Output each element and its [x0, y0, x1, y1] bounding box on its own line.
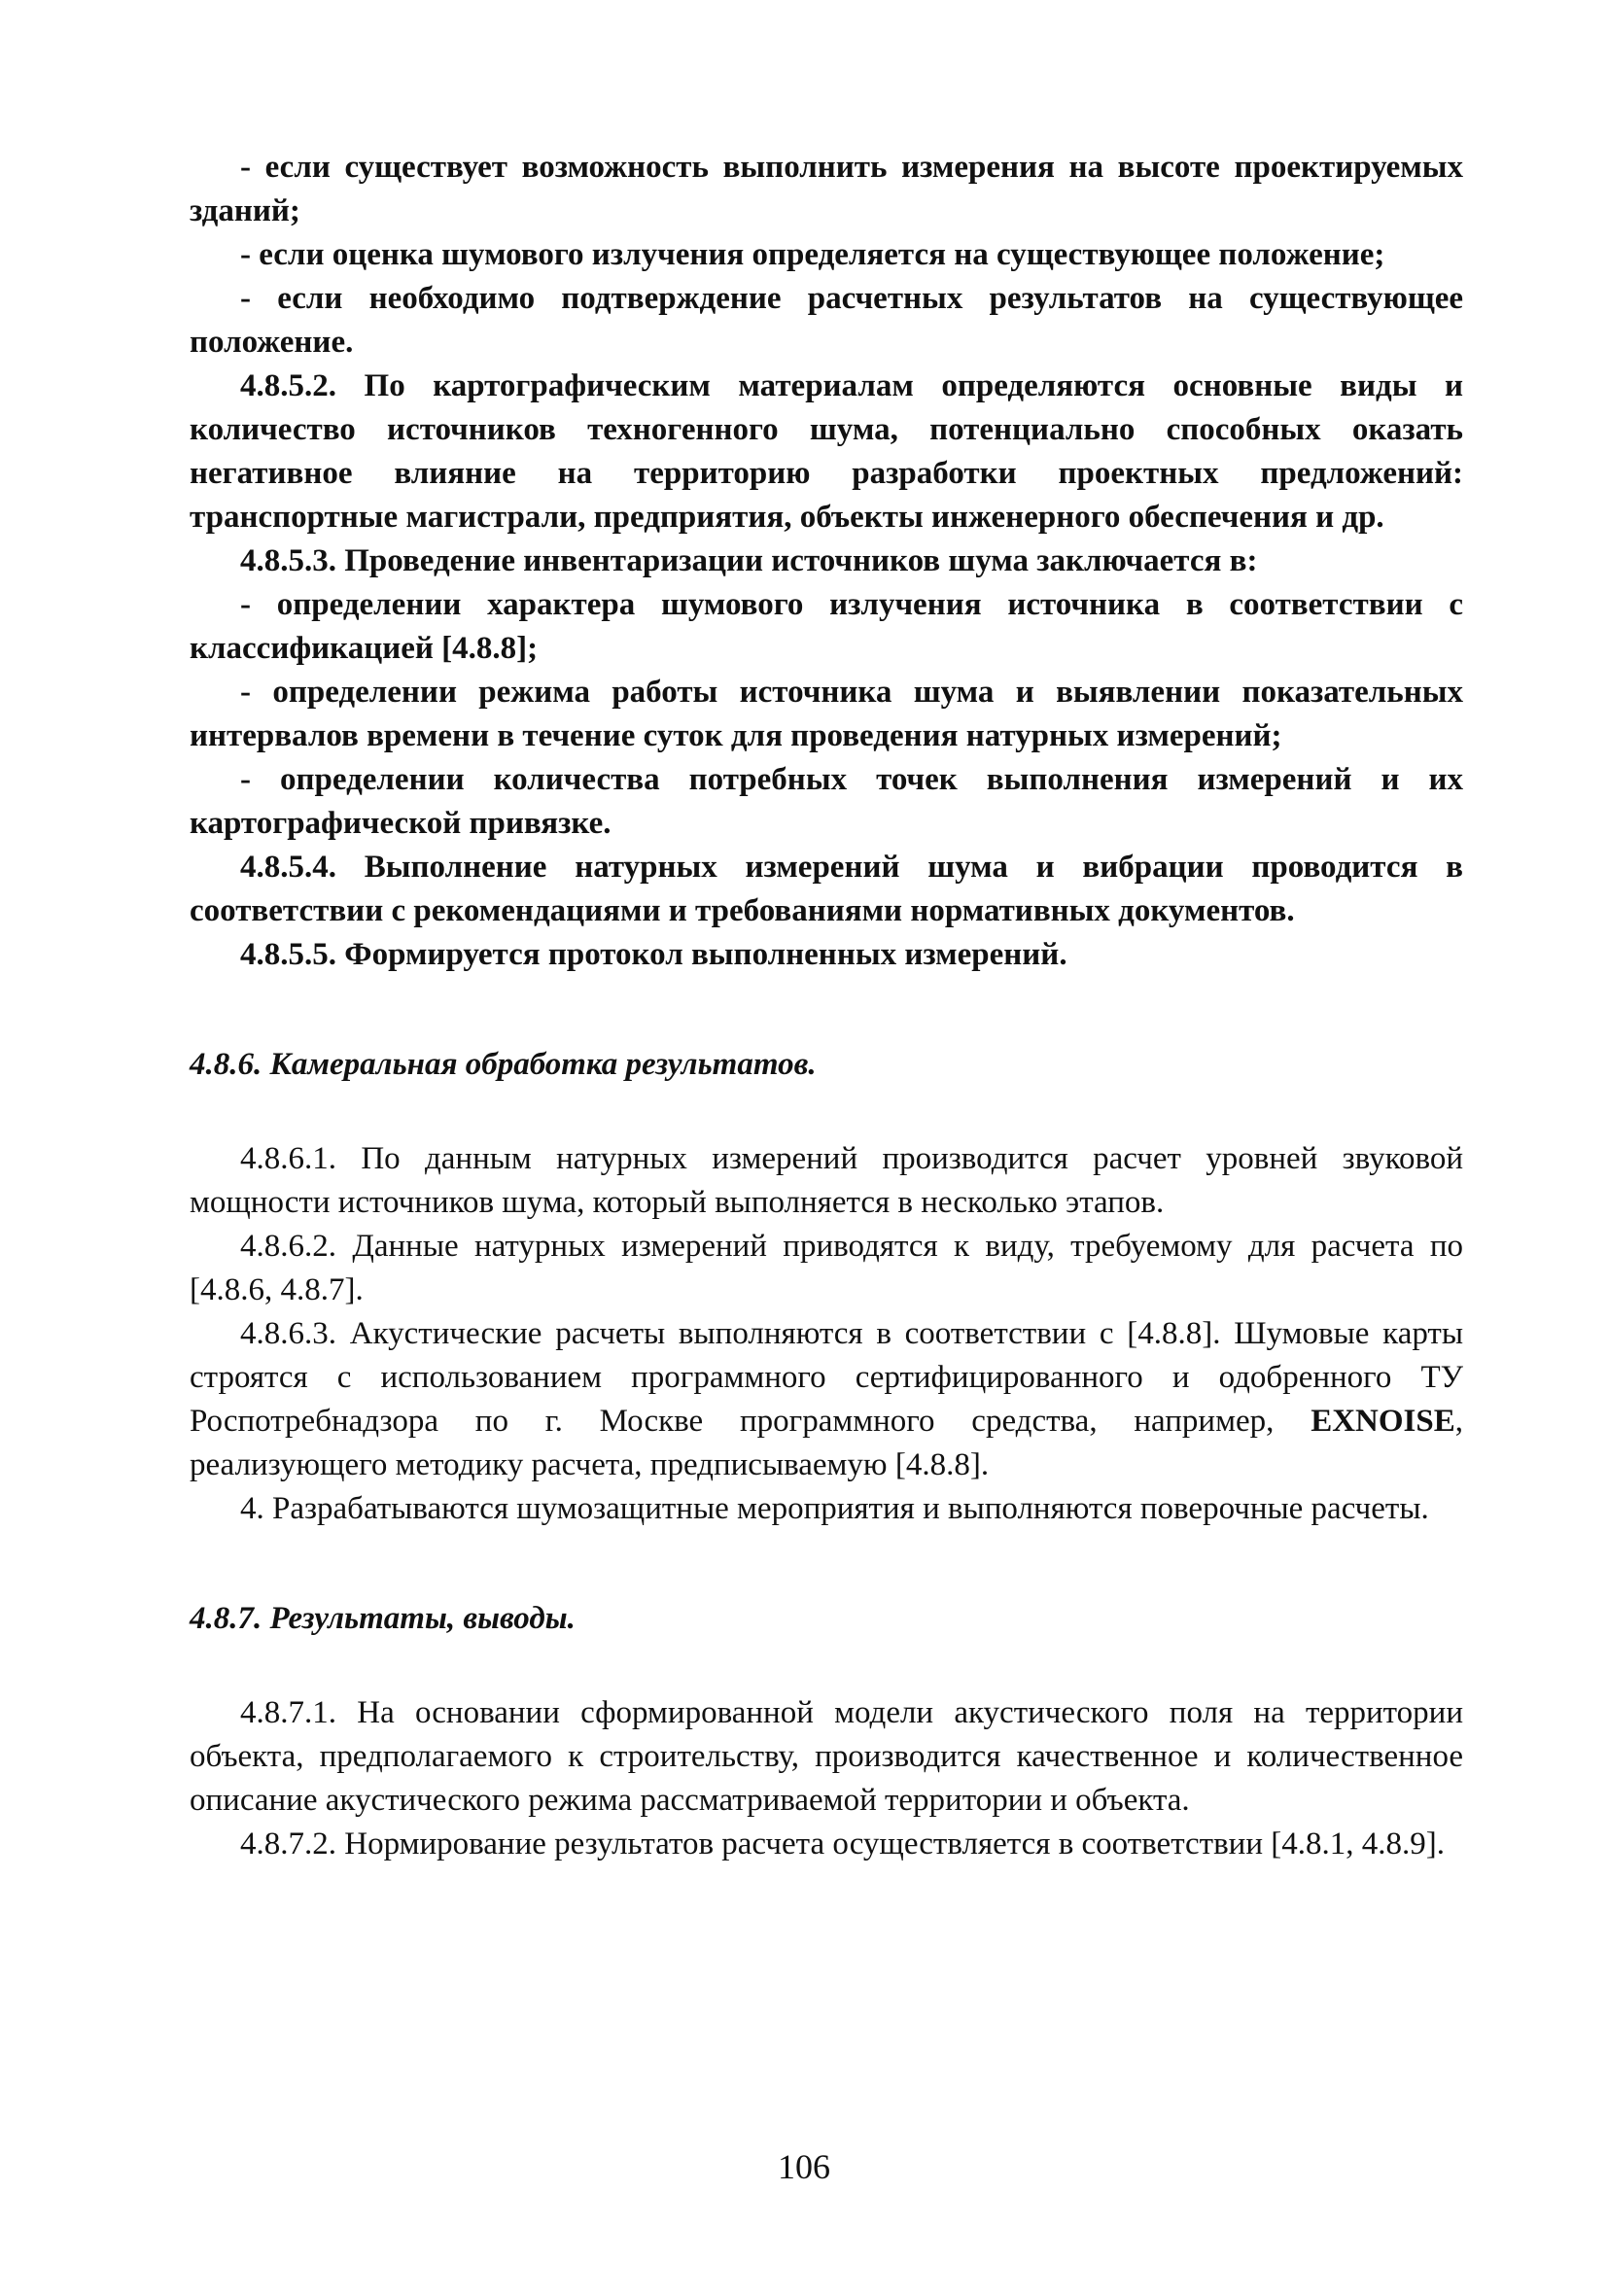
section-heading-4-8-7: 4.8.7. Результаты, выводы.: [190, 1601, 576, 1636]
bullet-existing-position: - если оценка шумового излучения определяется на существующее положение;: [240, 237, 1385, 272]
section-heading-4-8-6: 4.8.6. Камеральная обработка результатов.: [190, 1047, 817, 1082]
clause-4: 4. Разрабатываются шумозащитные мероприятия и выполняются поверочные расчеты.: [240, 1491, 1429, 1526]
bullet-confirm-results: - если необходимо подтверждение расчетных результатов на существующее положение.: [190, 281, 1463, 360]
spacer: [190, 1641, 1463, 1691]
bullet-design-height: - если существует возможность выполнить измерения на высоте проектируемых зданий;: [190, 150, 1463, 228]
clause-4-8-5-4: 4.8.5.4. Выполнение натурных измерений шума и вибрации проводится в соответствии с рекомендациями и требованиями нормативных документов.: [190, 850, 1463, 928]
clause-4-8-7-1: 4.8.7.1. На основании сформированной модели акустического поля на территории объекта, предполагаемого к строительству, производится качественное и количественное описание акустического режима рассматриваемой территории и объекта.: [190, 1695, 1463, 1818]
clause-4-8-5-2: 4.8.5.2. По картографическим материалам определяются основные виды и количество источников техногенного шума, потенциально способных оказать негативное влияние на территорию разработки проектных предложений: транспортные магистрали, предприятия, объекты инженерного обеспечения и др.: [190, 368, 1463, 535]
clause-4-8-7-2: 4.8.7.2. Нормирование результатов расчета осуществляется в соответствии [4.8.1, 4.8.9].: [240, 1826, 1445, 1861]
clause-4-8-6-3-text-end: , реализующего методику расчета, предписываемую [4.8.8].: [190, 1404, 1463, 1482]
software-name: EXNOISE: [1311, 1404, 1455, 1439]
bullet-operation-mode: - определении режима работы источника шума и выявлении показательных интервалов времени в течение суток для проведения натурных измерений;: [190, 675, 1463, 753]
spacer: [190, 1531, 1463, 1597]
bullet-measurement-points: - определении количества потребных точек выполнения измерений и их картографической привязке.: [190, 762, 1463, 841]
clause-4-8-6-3-text-start: 4.8.6.3. Акустические расчеты выполняются в соответствии с [4.8.8]. Шумовые карты строятся с использованием программного сертифицированного и одобренного ТУ Роспотребнадзора по г. Москве программного средства, например,: [190, 1316, 1463, 1439]
spacer: [190, 977, 1463, 1043]
spacer: [190, 1087, 1463, 1137]
clause-4-8-6-2: 4.8.6.2. Данные натурных измерений приводятся к виду, требуемому для расчета по [4.8.6, 4.8.7].: [190, 1229, 1463, 1307]
bullet-noise-character: - определении характера шумового излучения источника в соответствии с классификацией [4.8.8];: [190, 587, 1463, 666]
document-page: [190, 146, 1463, 1866]
clause-4-8-5-3: 4.8.5.3. Проведение инвентаризации источников шума заключается в:: [240, 543, 1258, 578]
clause-4-8-5-5: 4.8.5.5. Формируется протокол выполненных измерений.: [240, 937, 1067, 972]
clause-4-8-6-1: 4.8.6.1. По данным натурных измерений производится расчет уровней звуковой мощности источников шума, который выполняется в несколько этапов.: [190, 1141, 1463, 1220]
clause-4-8-6-3: [190, 1312, 1463, 1487]
page-number: 106: [778, 2147, 830, 2186]
